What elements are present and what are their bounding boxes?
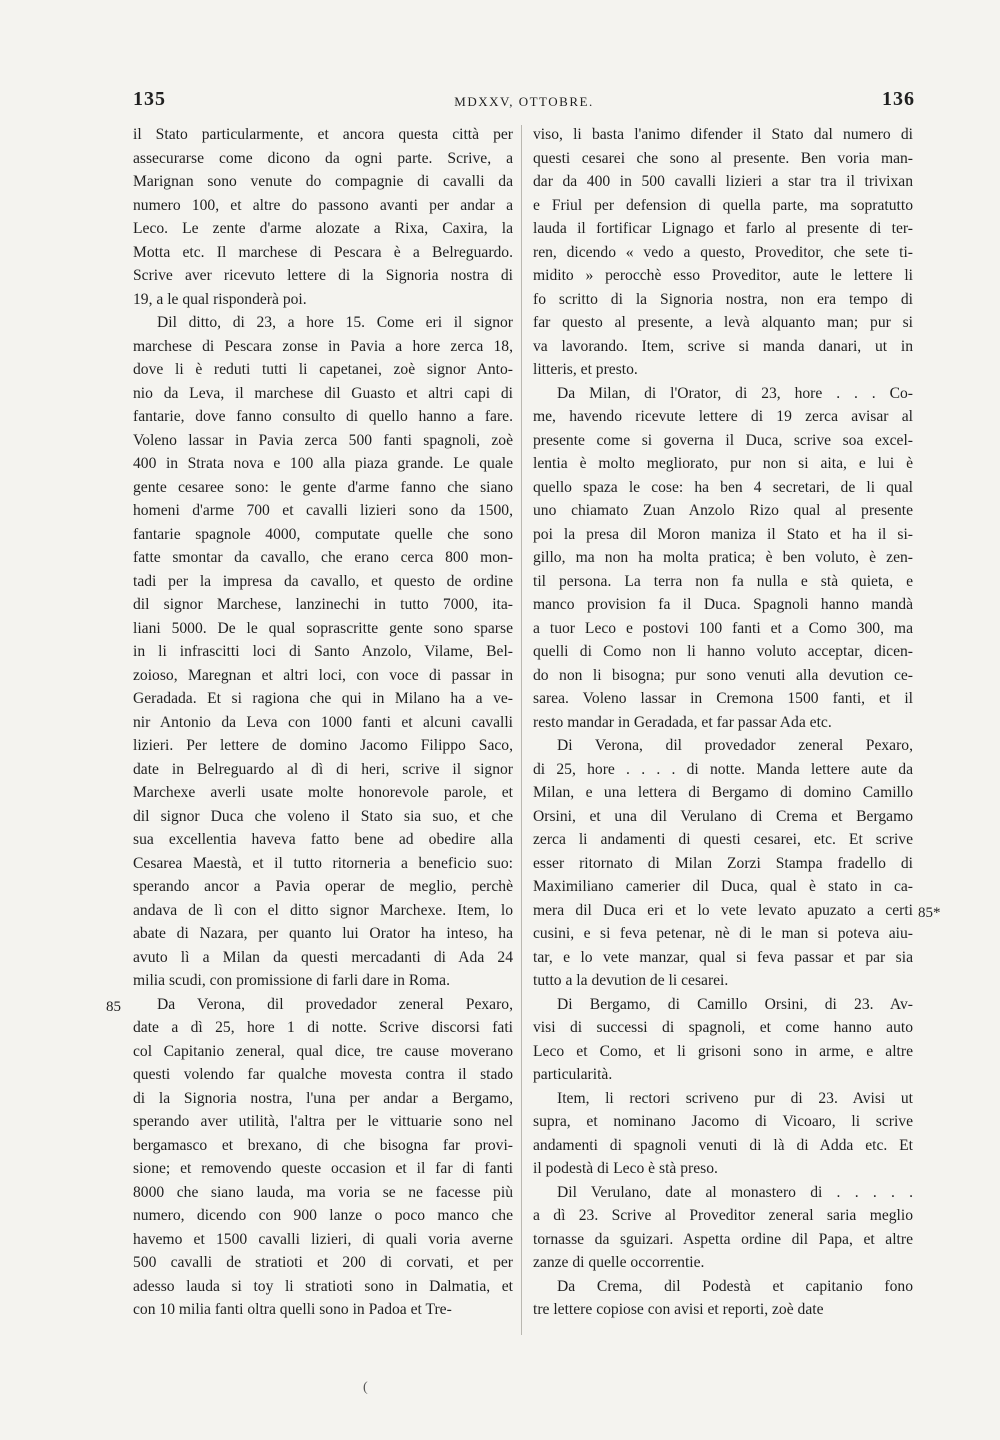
text-line: sua excellentia haveva fatto bene ad obedire alla <box>133 831 513 848</box>
footer-mark: ( <box>363 1380 368 1395</box>
text-line: col Capitanio zeneral, qual dice, tre cause moverano <box>133 1042 513 1060</box>
text-line: Da Crema, dil Podestà et capitanio fono <box>557 1277 913 1295</box>
text-line: in li infrascitti loci di Santo Anzolo, Vilame, Bel- <box>133 643 513 660</box>
text-line: avuto lì a Milan da questi mercadanti di Ada 24 <box>133 948 513 966</box>
text-line: uno chiamato Zuan Anzolo Rizo qual al presente <box>533 502 913 519</box>
text-line: 19, a le qual risponderà poi. <box>133 290 307 308</box>
text-line: Da Verona, dil provedador zeneral Pexaro, <box>157 995 513 1013</box>
text-line: quelli di Como non li hanno voluto acceptar, dicen- <box>533 643 913 660</box>
text-line: lauda il fortificar Lignago et farlo al presente di ter- <box>533 220 913 237</box>
text-line: tre lettere copiose con avisi et reporti, zoè date <box>533 1301 824 1318</box>
text-line: questi volendo far qualche movesta contra il stado <box>133 1066 513 1083</box>
text-line: Motta etc. Il marchese di Pescara è a Belreguardo. <box>133 243 513 261</box>
text-line: poi la presa dil Moron maniza il Stato et ha il si- <box>533 525 913 543</box>
text-line: a tuor Leco e postovi 100 fanti et a Como 300, ma <box>533 619 913 637</box>
text-line: fantarie, dove fanno consulto di quello hanno a fare. <box>133 408 513 425</box>
text-line: far questo al presente, a levà alquanto man; pur si <box>533 314 913 331</box>
text-line: havemo et 1500 cavalli lizieri, di quali voria averne <box>133 1230 513 1248</box>
text-line: midito » perocchè esso Proveditor, aute le lettere li <box>533 267 913 284</box>
text-line: quello spaza le cose: ha ben 4 secretari, de li qual <box>533 478 913 496</box>
text-line: presente come si governa il Duca, scrive soa excel- <box>533 431 913 449</box>
text-line: lizieri. Per lettere de domino Jacomo Filippo Saco, <box>133 737 513 754</box>
text-line: numero 100, et altre do passono avanti per andar a <box>133 196 513 214</box>
text-line: cusini, e si feva petenar, nè di le man si poteva aiu- <box>533 925 913 942</box>
text-line: zanze di quelle occorrentie. <box>533 1254 705 1271</box>
text-line: marchese di Pescara zonse in Pavia a hore zerca 18, <box>133 337 513 355</box>
text-line: questi cesarei che sono al presente. Ben voria man- <box>533 149 913 167</box>
text-line: tadi per la impresa da cavallo, et questo de ordine <box>133 572 513 590</box>
text-line: nir Antonio da Leva con 1000 fanti et alcuni cavalli <box>133 713 513 731</box>
text-line: fantarie spagnole 4000, computate quelle che sono <box>133 525 513 543</box>
text-line: di la Signoria nostra, l'una per andar a Bergamo, <box>133 1089 513 1107</box>
text-line: Scrive aver ricevuto lettere di la Signoria nostra di <box>133 267 513 284</box>
text-line: abate di Nazara, per quanto lui Orator ha inteso, ha <box>133 925 513 942</box>
text-line: fo scritto di la Signoria nostra, non era tempo di <box>533 290 913 308</box>
text-line: me, havendo ricevute lettere di 19 zerca avisar al <box>533 408 913 425</box>
text-line: ren, dicendo « vedo a questo, Proveditor, che sete ti- <box>533 243 913 261</box>
text-line: Cesarea Maestà, et il tutto ritorneria a beneficio suo: <box>133 854 513 872</box>
text-line: gente cesaree sono: le gente d'arme fanno che siano <box>133 478 513 496</box>
text-line: Dil Verulano, date al monastero di . . . . . <box>557 1183 913 1201</box>
left-page-number: 135 <box>133 88 166 110</box>
text-line: 500 cavalli de stratioti et 200 di corvati, et per <box>133 1254 513 1271</box>
text-line: litteris, et presto. <box>533 361 638 378</box>
right-column <box>533 123 913 1322</box>
text-line: assecurarse come dicono da ogni parte. Scrive, a <box>133 149 513 167</box>
text-line: esser ritornato di Milan Zorzi Stampa fradello di <box>533 854 913 872</box>
text-line: di 25, hore . . . . di notte. Manda lettere aute da <box>533 760 913 778</box>
text-line: zoioso, Maregnan et altri loci, con voce di passar in <box>133 666 513 684</box>
text-line: va lavorando. Item, scrive si manda danari, ut in <box>533 337 913 355</box>
text-line: homeni d'arme 700 et cavalli lizieri sono da 1500, <box>133 502 513 519</box>
text-line: Di Bergamo, di Camillo Orsini, di 23. Av- <box>557 995 913 1013</box>
text-line: viso, li basta l'animo difender il Stato dal numero di <box>533 126 913 143</box>
text-line: dil signor Marchese, lanzinechi in tutto 7000, ita- <box>133 596 513 613</box>
text-line: do non li bisogna; pur sono venuti alla devution ce- <box>533 666 913 684</box>
text-line: sperando ancor a Pavia operar de meglio, perchè <box>133 878 513 895</box>
text-line: mera dil Duca eri et lo vete levato apuzato a certi <box>533 901 913 919</box>
text-line: visi di successi di spagnoli, et come hanno auto <box>533 1019 913 1036</box>
left-column <box>133 123 513 1322</box>
text-line: dil signor Duca che voleno il Stato sia suo, et che <box>133 807 513 825</box>
text-line: liani 5000. De le qual soprascritte gente sono sparse <box>133 619 513 637</box>
text-line: Di Verona, dil provedador zeneral Pexaro, <box>557 737 913 754</box>
text-line: dar da 400 in 500 cavalli lizieri a star tra il trivixan <box>533 173 913 190</box>
column-divider <box>521 125 522 1335</box>
text-line: til persona. La terra non fa nulla e stà quieta, e <box>533 572 913 590</box>
page-header <box>133 88 915 118</box>
text-line: il Stato particularmente, et ancora questa città per <box>133 126 513 143</box>
left-margin-note: 85 <box>106 999 121 1015</box>
text-line: Voleno lassar in Pavia zerca 500 fanti spagnoli, zoè <box>133 431 513 449</box>
text-line: sperando aver utilità, l'altra per le vittuarie sono nel <box>133 1113 513 1130</box>
text-line: sione; et removendo queste occasion et il far di fanti <box>133 1160 513 1177</box>
right-page-number: 136 <box>882 88 915 110</box>
text-line: sarea. Voleno lassar in Cremona 1500 fanti, et il <box>533 690 913 707</box>
text-line: bergamasco et brexano, di che bisogna far provi- <box>133 1136 513 1154</box>
text-line: Leco. Le zente d'arme alozate a Rixa, Caxira, la <box>133 220 513 237</box>
text-line: Dil ditto, di 23, a hore 15. Come eri il signor <box>157 314 513 331</box>
text-line: 8000 che siano lauda, ma voria se ne facesse più <box>133 1183 513 1201</box>
text-line: particularità. <box>533 1066 613 1083</box>
text-line: numero, dicendo con 900 lanze o poco manco che <box>133 1207 513 1224</box>
text-line: tutto a la devution de li cesarei. <box>533 972 729 989</box>
text-line: fatte smontar da cavallo, che erano cerca 800 mon- <box>133 549 513 566</box>
text-line: lentia è molto megliorato, pur non si aita, e lui è <box>533 455 913 472</box>
text-line: Geradada. Et si ragiona che qui in Milano ha a ve- <box>133 690 513 707</box>
text-line: con 10 milia fanti oltra quelli sono in Padoa et Tre- <box>133 1301 452 1318</box>
text-line: dove li è reduti tutti li capetanei, zoè signor Anto- <box>133 361 513 378</box>
running-head: MDXXV, OTTOBRE. <box>454 94 594 109</box>
text-line: adesso lauda si toy li stratioti sono in Dalmatia, et <box>133 1277 513 1295</box>
text-line: resto mandar in Geradada, et far passar Ada etc. <box>533 713 832 731</box>
text-line: gillo, ma non ha molta pratica; è ben voluto, è zen- <box>533 549 913 566</box>
text-line: date in Belreguardo al dì di heri, scrive il signor <box>133 760 513 778</box>
text-line: Milan, e una lettera di Bergamo di domino Camillo <box>533 784 913 801</box>
text-line: date a dì 25, hore 1 di notte. Scrive discorsi fati <box>133 1019 513 1036</box>
text-line: 400 in Strata nova e 100 alla piaza grande. Le quale <box>133 455 513 472</box>
text-line: il podestà di Leco è stà preso. <box>533 1160 718 1177</box>
text-line: Orsini, et una dil Verulano di Crema et Bergamo <box>533 807 913 825</box>
text-line: Maximiliano camerier dil Duca, qual è stato in ca- <box>533 878 913 895</box>
text-line: andamenti di spagnoli venuti di là di Adda etc. Et <box>533 1136 913 1154</box>
text-line: nio da Leva, il marchese dil Guasto et altri capi di <box>133 384 513 402</box>
text-line: milia scudi, con promissione di farli dare in Roma. <box>133 972 451 989</box>
text-line: a dì 23. Scrive al Proveditor zeneral saria meglio <box>533 1207 913 1224</box>
text-line: manco provision fa il Duca. Spagnoli hanno mandà <box>533 596 913 613</box>
text-line: tornasse da sguizari. Aspetta ordine dil Papa, et altre <box>533 1230 913 1248</box>
text-line: supra, et nominano Jacomo di Vicoaro, li scrive <box>533 1113 913 1130</box>
text-line: Marchexe averli usate molte honorevole parole, et <box>133 784 513 801</box>
text-line: Leco et Como, et li grisoni sono in arme, e altre <box>533 1042 913 1060</box>
text-line: Marignan sono venute do compagnie di cavalli da <box>133 173 513 190</box>
text-line: e Friul per defension di quella parte, ma sopratutto <box>533 196 913 214</box>
text-line: zerca li andamenti di questi cesarei, etc. Et scrive <box>533 831 913 848</box>
text-line: andava de lì con el ditto signor Marchexe. Item, lo <box>133 901 513 919</box>
text-line: Da Milan, di l'Orator, di 23, hore . . . Co- <box>557 384 913 402</box>
text-line: Item, li rectori scriveno pur di 23. Avisi ut <box>557 1089 913 1107</box>
text-line: tar, e lo vete manzar, qual si feva passar et par sia <box>533 948 913 966</box>
right-margin-note: 85* <box>918 905 941 921</box>
